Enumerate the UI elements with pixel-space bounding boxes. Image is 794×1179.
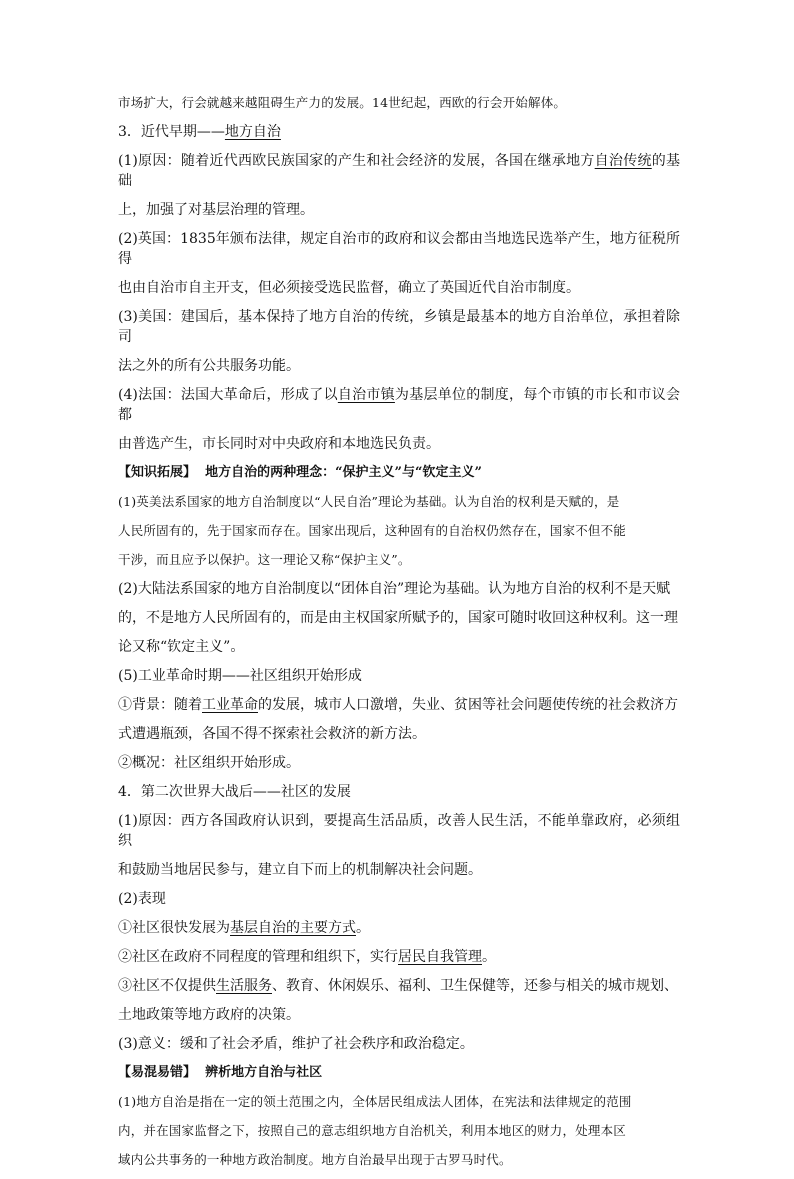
text-span: 干涉，而且应予以保护。这一理论又称“保护主义”。: [118, 552, 411, 567]
underlined-term: 自治市镇: [337, 387, 395, 403]
text-span: (1)原因：西方各国政府认识到，要提高生活品质，改善人民生活，不能单靠政府，必须组织: [118, 813, 680, 849]
text-span: ②概况：社区组织开始形成。: [118, 755, 300, 771]
text-span: (1)原因：随着近代西欧民族国家的产生和社会经济的发展，各国在继承地方: [118, 153, 595, 169]
text-line: [118, 695, 680, 715]
text-line: [118, 200, 680, 220]
underlined-term: 基层自治的主要方式: [230, 920, 356, 936]
text-line: [118, 1034, 680, 1054]
text-span: 的基础: [118, 153, 681, 189]
text-span: 人民所固有的，先于国家而存在。国家出现后，这种固有的自治权仍然存在，国家不但不能: [118, 523, 627, 538]
text-line: [118, 753, 680, 773]
text-line: [118, 93, 680, 113]
text-span: ③社区不仅提供: [118, 978, 216, 994]
note-title: 辨析地方自治与社区: [205, 1065, 323, 1080]
text-span: (1)英美法系国家的地方自治制度以“人民自治”理论为基础。认为自治的权利是天赋的，是: [118, 494, 620, 509]
text-span: (3)意义：缓和了社会矛盾，维护了社会秩序和政治稳定。: [118, 1036, 474, 1052]
text-span: 。: [482, 949, 496, 965]
underlined-term: 工业革命: [202, 697, 258, 713]
underlined-term: 居民自我管理: [398, 949, 482, 965]
heading-underlined: 地方自治: [224, 124, 281, 140]
text-span: 的发展，城市人口激增，失业、贫困等社会问题使传统的社会救济方: [258, 697, 678, 713]
note-heading-knowledge: [118, 463, 680, 483]
text-span: 论又称“钦定主义”。: [118, 639, 245, 655]
text-line: [118, 579, 680, 599]
note-title: 地方自治的两种理念：“保护主义”与“钦定主义”: [205, 465, 482, 480]
text-span: 也由自治市自主开支，但必须接受选民监督，确立了英国近代自治市制度。: [118, 280, 580, 296]
text-span: 土地政策等地方政府的决策。: [118, 1007, 300, 1023]
text-line: [118, 385, 680, 425]
document-content: [118, 93, 680, 1179]
text-line: [118, 229, 680, 269]
text-line: [118, 1005, 680, 1025]
text-span: (1)地方自治是指在一定的领土范围之内，全体居民组成法人团体，在宪法和法律规定的范围: [118, 1094, 632, 1109]
text-span: (4)法国：法国大革命后，形成了以: [118, 387, 338, 403]
text-span: 、教育、休闲娱乐、福利、卫生保健等，还参与相关的城市规划、: [272, 978, 678, 994]
text-span: ①社区很快发展为: [118, 920, 230, 936]
underlined-term: 生活服务: [216, 978, 272, 994]
text-span: 为基层单位的制度，每个市镇的市长和市议会都: [118, 387, 680, 423]
text-span: 由普选产生，市长同时对中央政府和本地选民负责。: [118, 436, 440, 452]
underlined-term: 自治传统: [594, 153, 652, 169]
text-span: 市场扩大，行会就越来越阻碍生产力的发展。14世纪起，西欧的行会开始解体。: [118, 95, 567, 110]
text-line: [118, 976, 680, 996]
text-span: 。: [356, 920, 370, 936]
text-span: 和鼓励当地居民参与，建立自下而上的机制解决社会问题。: [118, 862, 482, 878]
text-span: (2)英国：1835年颁布法律，规定自治市的政府和议会都由当地选民选举产生，地方征税所得: [118, 231, 680, 267]
text-line: [118, 356, 680, 376]
text-span: ①背景：随着: [118, 697, 202, 713]
text-line: [118, 889, 680, 909]
text-span: 法之外的所有公共服务功能。: [118, 358, 300, 374]
text-span: (5)工业革命时期——社区组织开始形成: [118, 668, 362, 684]
text-line: [118, 860, 680, 880]
text-span: (2)表现: [118, 891, 166, 907]
text-span: (2)大陆法系国家的地方自治制度以“团体自治”理论为基础。认为地方自治的权利不是天赋: [118, 581, 671, 597]
text-line: [118, 550, 680, 570]
text-line: [118, 1092, 680, 1112]
text-span: 的，不是地方人民所固有的，而是由主权国家所赋予的，国家可随时收回这种权利。这一理: [118, 610, 678, 626]
text-line: [118, 278, 680, 298]
section-heading-4: [118, 782, 680, 802]
text-line: [118, 1121, 680, 1141]
text-line: [118, 666, 680, 686]
text-span: 上，加强了对基层治理的管理。: [118, 202, 314, 218]
text-span: 式遭遇瓶颈，各国不得不探索社会救济的新方法。: [118, 726, 426, 742]
text-line: [118, 724, 680, 744]
text-line: [118, 521, 680, 541]
text-line: [118, 307, 680, 347]
text-line: [118, 608, 680, 628]
note-tag: 【知识拓展】: [118, 465, 197, 480]
section-heading-3: [118, 122, 680, 142]
text-line: [118, 637, 680, 657]
text-line: [118, 1150, 680, 1170]
text-line: [118, 492, 680, 512]
text-line: [118, 947, 680, 967]
text-span: (3)美国：建国后，基本保持了地方自治的传统，乡镇是最基本的地方自治单位，承担着除司: [118, 309, 680, 345]
heading-number: 3．近代早期——: [118, 124, 225, 140]
text-line: [118, 434, 680, 454]
text-span: ②社区在政府不同程度的管理和组织下，实行: [118, 949, 398, 965]
text-span: 域内公共事务的一种地方政治制度。地方自治最早出现于古罗马时代。: [118, 1152, 512, 1167]
heading-text: 社区的发展: [280, 784, 351, 800]
note-tag: 【易混易错】: [118, 1065, 197, 1080]
note-heading-confusion: [118, 1063, 680, 1083]
text-line: [118, 151, 680, 191]
text-line: [118, 811, 680, 851]
text-span: 内，并在国家监督之下，按照自己的意志组织地方自治机关，利用本地区的财力，处理本区: [118, 1123, 627, 1138]
text-line: [118, 918, 680, 938]
heading-number: 4．第二次世界大战后——: [118, 784, 281, 800]
